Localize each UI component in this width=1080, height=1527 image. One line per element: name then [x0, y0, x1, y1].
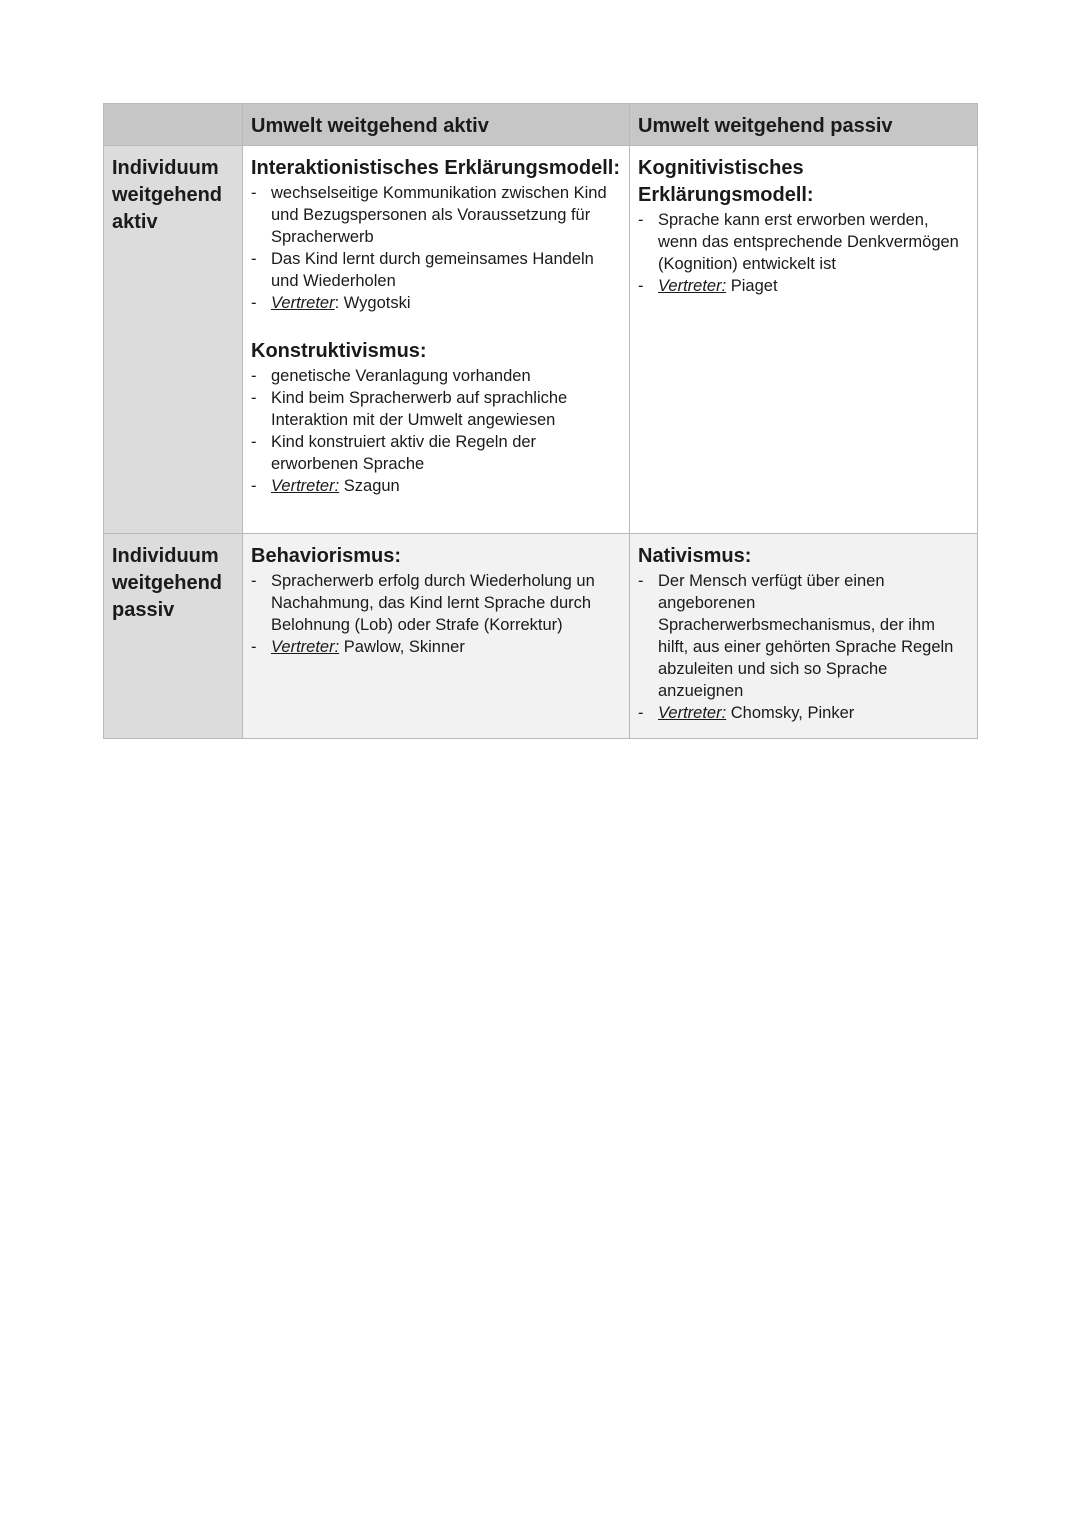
representatives-label: Vertreter: — [658, 704, 727, 722]
representatives-item — [251, 636, 621, 658]
theory-title: Kognitivistisches Erklärungsmodell: — [638, 157, 814, 206]
list-item: - Sprache kann erst erworben werden, wenn das entsprechende Denkvermögen (Kognition) entwickelt ist — [638, 209, 969, 275]
table-row-individual-passive — [104, 534, 978, 739]
cell-interaktionismus-konstruktivismus — [243, 146, 630, 534]
representatives-label: Vertreter: — [271, 638, 340, 656]
representatives-item — [251, 292, 621, 314]
cell-behaviorismus — [243, 534, 630, 739]
cell-kognitivismus — [630, 146, 978, 534]
bullet-list — [251, 570, 621, 658]
header-environment-active: Umwelt weitgehend aktiv — [243, 104, 630, 146]
row-label-individual-passive: Individuum weitgehend passiv — [104, 534, 243, 739]
header-environment-passive: Umwelt weitgehend passiv — [630, 104, 978, 146]
representatives-names: Wygotski — [343, 294, 411, 312]
bullet-list — [638, 570, 969, 724]
representatives-label: Vertreter — [271, 294, 335, 312]
representatives-item — [638, 702, 969, 724]
bullet-list — [251, 365, 621, 497]
list-item: - Spracherwerb erfolg durch Wiederholung un Nachahmung, das Kind lernt Sprache durch Belohnung (Lob) oder Strafe (Korrektur) — [251, 570, 621, 636]
representatives-names: Chomsky, Pinker — [730, 704, 855, 722]
list-item: - Das Kind lernt durch gemeinsames Handeln und Wiederholen — [251, 248, 621, 292]
representatives-names: Piaget — [730, 277, 778, 295]
cell-nativismus — [630, 534, 978, 739]
representatives-label: Vertreter: — [658, 277, 727, 295]
theory-block-kognitivismus — [638, 155, 969, 297]
theory-title: Interaktionistisches Erklärungsmodell: — [251, 157, 620, 179]
representatives-names: Szagun — [343, 477, 400, 495]
representatives-item — [251, 475, 621, 497]
theory-title: Konstruktivismus: — [251, 340, 427, 362]
bullet-list — [251, 182, 621, 314]
list-item: - Kind konstruiert aktiv die Regeln der erworbenen Sprache — [251, 431, 621, 475]
representatives-label: Vertreter: — [271, 477, 340, 495]
header-row — [104, 104, 978, 146]
theory-title: Behaviorismus: — [251, 545, 402, 567]
theory-title: Nativismus: — [638, 545, 752, 567]
theory-block-nativismus — [638, 543, 969, 724]
block-spacer — [251, 314, 621, 338]
theory-block-konstruktivismus — [251, 338, 621, 497]
theory-table — [103, 103, 978, 739]
list-item: - Der Mensch verfügt über einen angeborenen Spracherwerbsmechanismus, der ihm hilft, aus einer gehörten Sprache Regeln abzuleiten und sich so Sprache anzueignen — [638, 570, 969, 702]
theory-block-interaktionismus — [251, 155, 621, 314]
table-row-individual-active — [104, 146, 978, 534]
representatives-names: Pawlow, Skinner — [343, 638, 465, 656]
header-corner-cell — [104, 104, 243, 146]
list-item: - wechselseitige Kommunikation zwischen Kind und Bezugspersonen als Voraussetzung für Spracherwerb — [251, 182, 621, 248]
list-item: - Kind beim Spracherwerb auf sprachliche Interaktion mit der Umwelt angewiesen — [251, 387, 621, 431]
row-label-individual-active: Individuum weitgehend aktiv — [104, 146, 243, 534]
representatives-separator: : — [334, 294, 344, 312]
bullet-list — [638, 209, 969, 297]
theory-block-behaviorismus — [251, 543, 621, 658]
representatives-item — [638, 275, 969, 297]
list-item: - genetische Veranlagung vorhanden — [251, 365, 621, 387]
